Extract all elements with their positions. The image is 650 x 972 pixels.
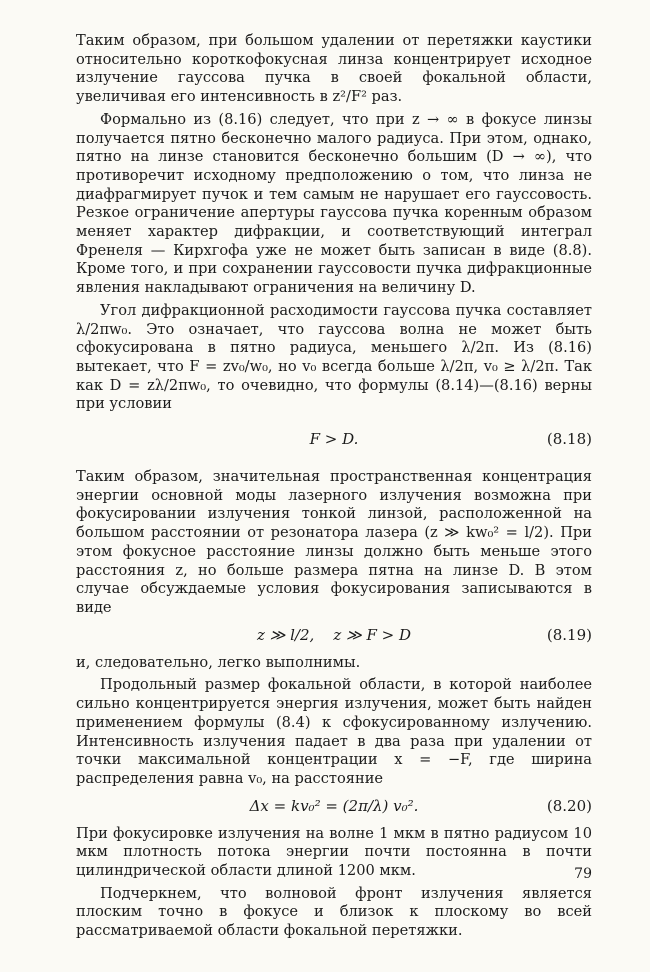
equation-formula: z ≫ l/2, z ≫ F > D	[256, 625, 412, 644]
page-number: 79	[574, 866, 592, 882]
equation-number: (8.19)	[546, 625, 592, 644]
paragraph-divergence-angle: Угол дифракционной расходимости гауссова пучка составляет λ/2πw₀. Это означает, что гауссова волна не может быть сфокусирована в пятно радиуса, меньшего λ/2π. Из (8.16) вытекает, что F = zv₀/w₀, но v₀ всегда больше λ/2π, v₀ ≥ λ/2π. Так как D = zλ/2πw₀, то очевидно, что формулы (8.14)—(8.16) верны при условии	[76, 301, 592, 413]
paragraph-example: При фокусировке излучения на волне 1 мкм в пятно радиусом 10 мкм плотность потока энергии почти постоянна в почти цилиндрической области длиной 1200 мкм.	[76, 824, 592, 880]
paragraph-formal-limit: Формально из (8.16) следует, что при z → ∞ в фокусе линзы получается пятно бесконечно малого радиуса. При этом, однако, пятно на линзе становится бесконечно большим (D → ∞), что противоречит исходному предположению о том, что линза не диафрагмирует пучок и тем самым не нарушает его гауссовость. Резкое ограничение апертуры гауссова пучка коренным образом меняет характер дифракции, и соответствующий интеграл Френеля — Кирхгофа уже не может быть записан в виде (8.8). Кроме того, и при сохранении гауссовости пучка дифракционные явления накладывают ограничения на величину D.	[76, 110, 592, 297]
paragraph-intro: Таким образом, при большом удалении от перетяжки каустики относительно короткофокусная линза концентрирует исходное излучение гауссова пучка в своей фокальной области, увеличивая его интенсивность в z²/F² раз.	[76, 32, 592, 106]
paragraph-longitudinal-size: Продольный размер фокальной области, в которой наиболее сильно концентрируется энергия излучения, может быть найден применением формулы (8.4) к сфокусированному излучению. Интенсивность излучения падает в два раза при удалении от точки максимальной концентрации x = −F, где ширина распределения равна v₀, на расстояние	[76, 676, 592, 787]
equation-8-18	[76, 428, 592, 450]
paragraph-easily-satisfied: и, следовательно, легко выполнимы.	[76, 653, 361, 671]
equation-formula: F > D.	[309, 430, 359, 449]
paragraph-wavefront: Подчеркнем, что волновой фронт излучения является плоским точно в фокусе и близок к плоскому во всей рассматриваемой области фокальной перетяжки.	[76, 884, 592, 940]
equation-8-20	[76, 795, 592, 817]
equation-number: (8.20)	[546, 796, 592, 815]
paragraph-concentration: Таким образом, значительная пространственная концентрация энергии основной моды лазерного излучения возможна при фокусировании излучения тонкой линзой, расположенной на большом расстоянии от резонатора лазера (z ≫ kw₀² = l/2). При этом фокусное расстояние линзы должно быть меньше этого расстояния z, но больше размера пятна на линзе D. В этом случае обсуждаемые условия фокусирования записываются в виде	[76, 468, 592, 616]
equation-number: (8.18)	[546, 430, 592, 449]
equation-formula: Δx = kv₀² = (2π/λ) v₀².	[249, 796, 419, 815]
equation-8-19	[76, 624, 592, 646]
